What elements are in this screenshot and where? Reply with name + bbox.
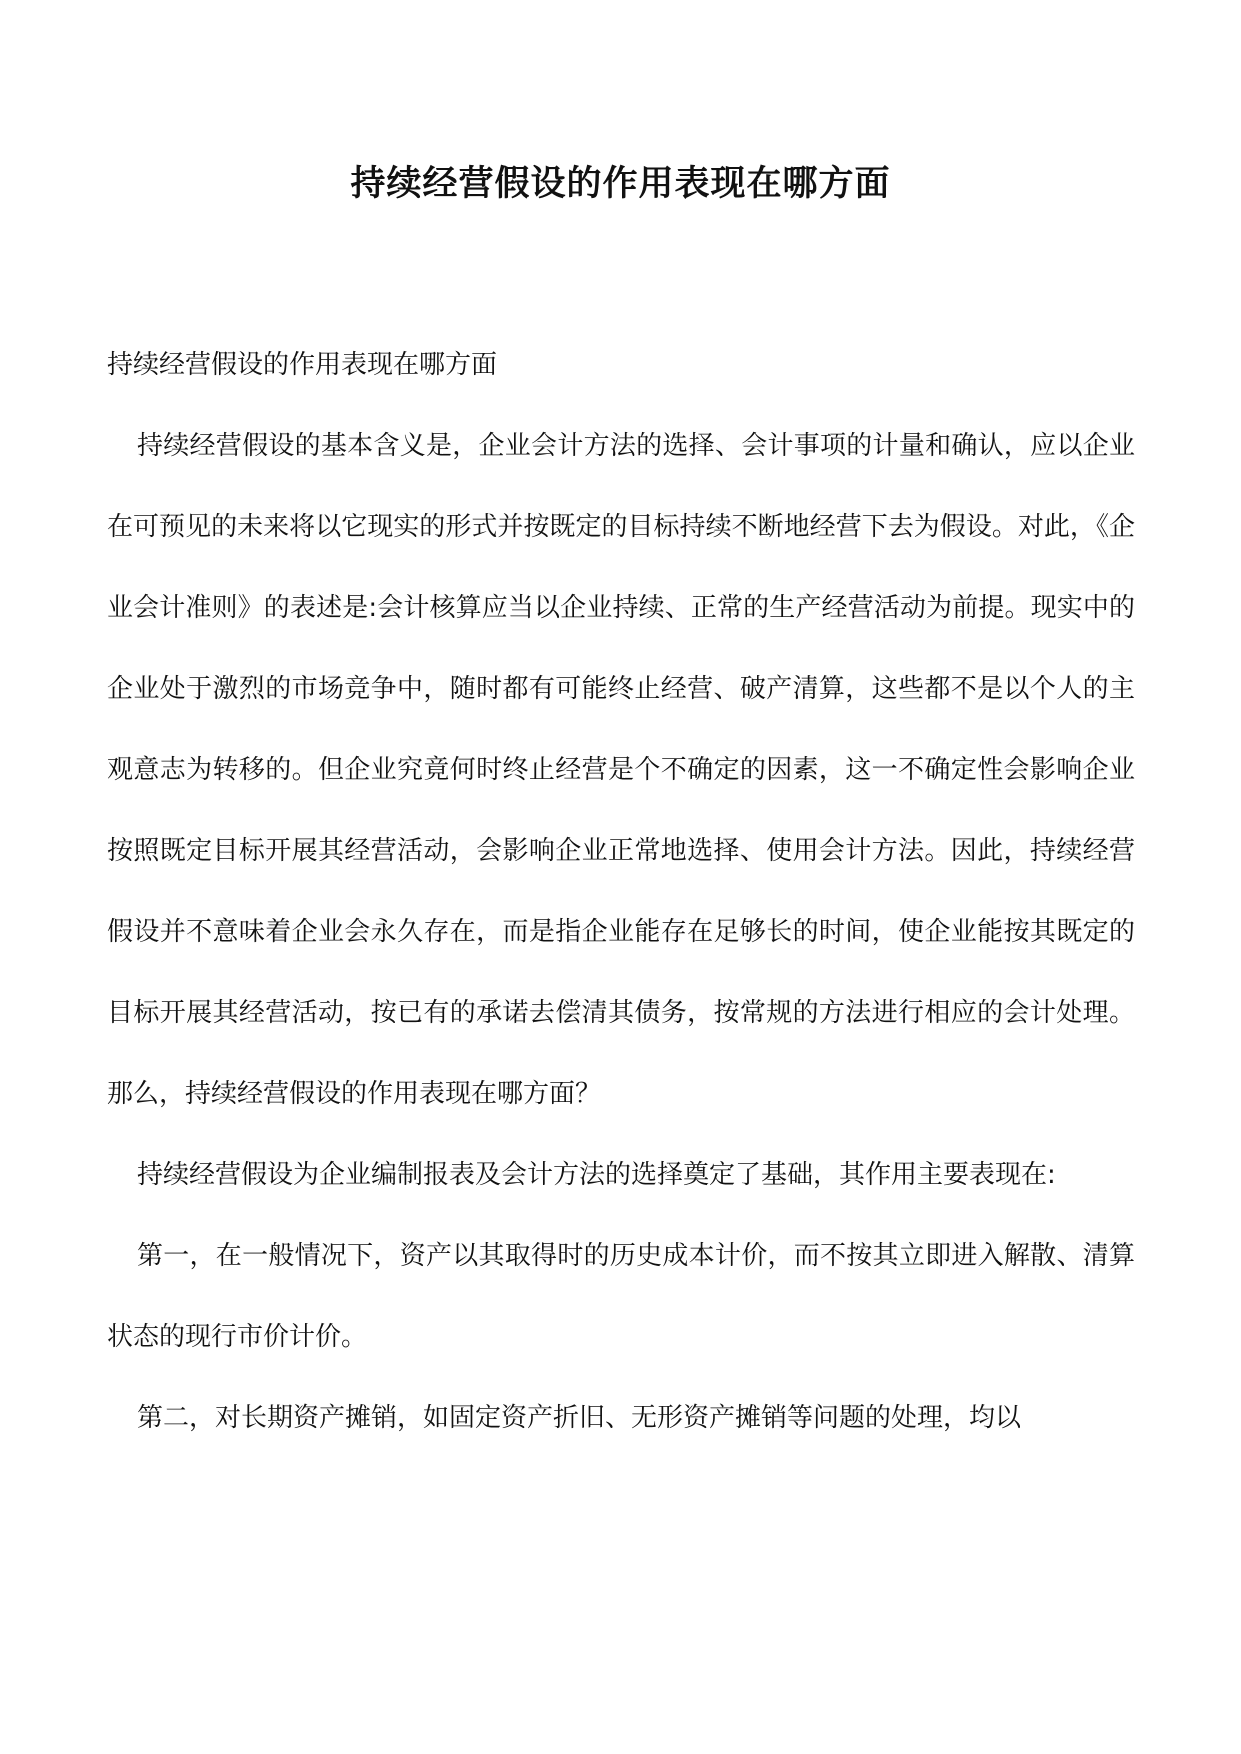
paragraph-definition: 持续经营假设的基本含义是，企业会计方法的选择、会计事项的计量和确认，应以企业在可预见的未来将以它现实的形式并按既定的目标持续不断地经营下去为假设。对此，《企业会计准则》的表述是:会计核算应当以企业持续、正常的生产经营活动为前提。现实中的企业处于激烈的市场竞争中，随时都有可能终止经营、破产清算，这些都不是以个人的主观意志为转移的。但企业究竟何时终止经营是个不确定的因素，这一不确定性会影响企业按照既定目标开展其经营活动，会影响企业正常地选择、使用会计方法。因此，持续经营假设并不意味着企业会永久存在，而是指企业能存在足够长的时间，使企业能按其既定的目标开展其经营活动，按已有的承诺去偿清其债务，按常规的方法进行相应的会计处理。那么，持续经营假设的作用表现在哪方面？ <box>107 431 1135 1109</box>
document-title: 持续经营假设的作用表现在哪方面 <box>350 163 891 204</box>
section-heading: 持续经营假设的作用表现在哪方面 <box>107 350 498 380</box>
document-body <box>107 345 1135 1459</box>
paragraph-second-point: 第二，对长期资产摊销，如固定资产折旧、无形资产摊销等问题的处理，均以 <box>137 1403 1022 1433</box>
paragraph-first-point: 第一，在一般情况下，资产以其取得时的历史成本计价，而不按其立即进入解散、清算状态的现行市价计价。 <box>107 1241 1135 1352</box>
paragraph-role-intro: 持续经营假设为企业编制报表及会计方法的选择奠定了基础，其作用主要表现在: <box>137 1160 1056 1190</box>
